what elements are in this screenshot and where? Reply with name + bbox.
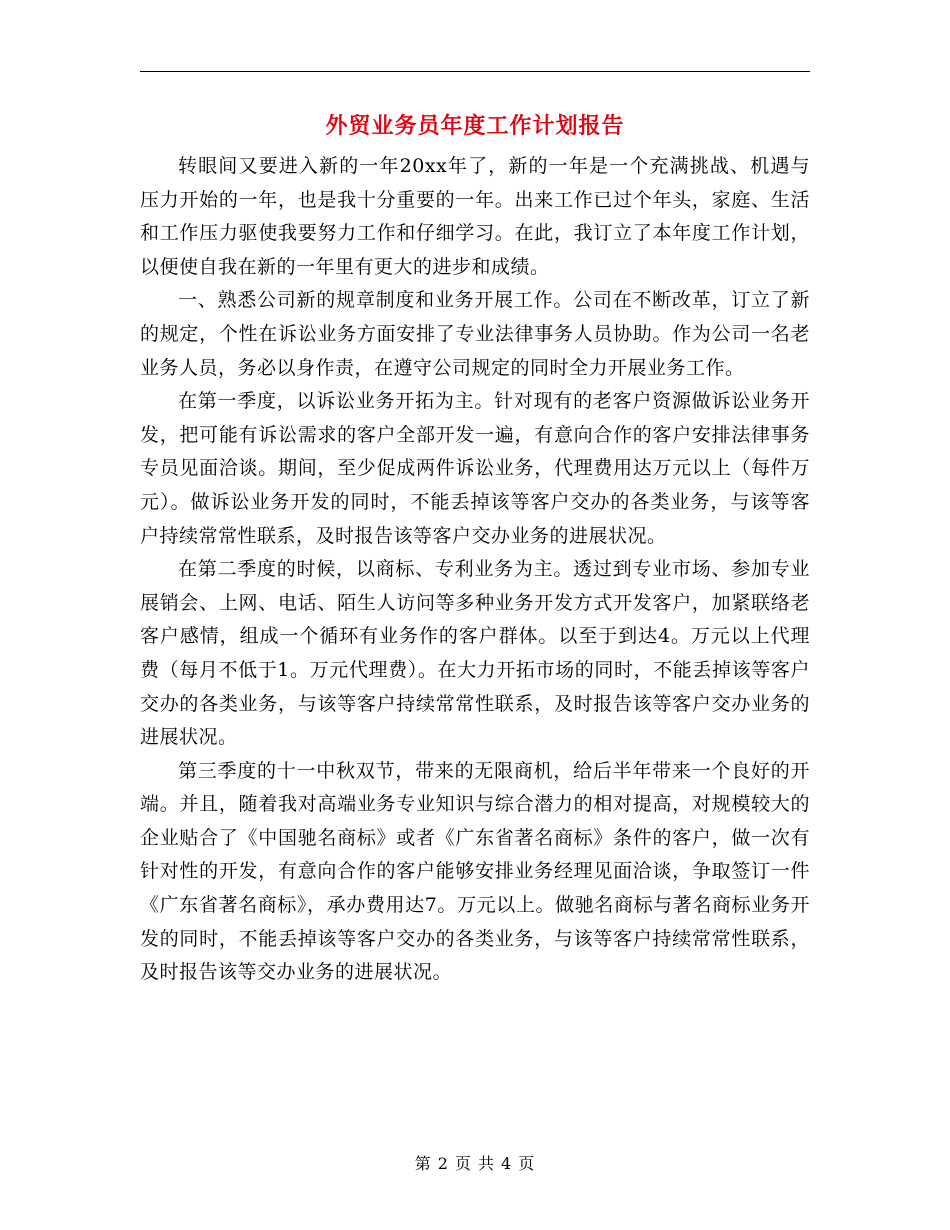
page-footer — [0, 1152, 950, 1176]
footer-total-pages: 4 — [501, 1154, 513, 1173]
paragraph-q1: 在第一季度，以诉讼业务开拓为主。针对现有的老客户资源做诉讼业务开发，把可能有诉讼需求的客户全部开发一遍，有意向合作的客户安排法律事务专员见面洽谈。期间，至少促成两件诉讼业务，代理费用达万元以上（每件万元）。做诉讼业务开发的同时，不能丢掉该等客户交办的各类业务，与该等客户持续常常性联系，及时报告该等客户交办业务的进展状况。 — [140, 390, 810, 547]
paragraph-section-1: 一、熟悉公司新的规章制度和业务开展工作。公司在不断改革，订立了新的规定，个性在诉讼业务方面安排了专业法律事务人员协助。作为公司一名老业务人员，务必以身作责，在遵守公司规定的同时全力开展业务工作。 — [140, 289, 810, 379]
paragraph-q2: 在第二季度的时候，以商标、专利业务为主。透过到专业市场、参加专业展销会、上网、电话、陌生人访问等多种业务开发方式开发客户，加紧联络老客户感情，组成一个循环有业务作的客户群体。以至于到达4。万元以上代理费（每月不低于1。万元代理费）。在大力开拓市场的同时，不能丢掉该等客户交办的各类业务，与该等客户持续常常性联系，及时报告该等客户交办业务的进展状况。 — [140, 558, 810, 749]
paragraph-q3: 第三季度的十一中秋双节，带来的无限商机，给后半年带来一个良好的开端。并且，随着我对高端业务专业知识与综合潜力的相对提高，对规模较大的企业贴合了《中国驰名商标》或者《广东省著名商标》条件的客户，做一次有针对性的开发，有意向合作的客户能够安排业务经理见面洽谈，争取签订一件《广东省著名商标》，承办费用达7。万元以上。做驰名商标与著名商标业务开发的同时，不能丢掉该等客户交办的各类业务，与该等客户持续常常性联系，及时报告该等交办业务的进展状况。 — [140, 759, 810, 984]
footer-total-word: 共 — [478, 1154, 496, 1173]
header-rule — [140, 71, 810, 72]
footer-page-word: 页 — [454, 1154, 472, 1173]
document-body — [140, 150, 810, 990]
paragraph-intro: 转眼间又要进入新的一年20xx年了，新的一年是一个充满挑战、机遇与压力开始的一年，也是我十分重要的一年。出来工作已过个年头，家庭、生活和工作压力驱使我要努力工作和仔细学习。在此，我订立了本年度工作计划，以便使自我在新的一年里有更大的进步和成绩。 — [140, 155, 810, 278]
footer-suffix: 页 — [518, 1154, 536, 1173]
footer-prefix: 第 — [414, 1154, 432, 1173]
footer-current-page: 2 — [437, 1154, 449, 1173]
document-title: 外贸业务员年度工作计划报告 — [325, 113, 625, 139]
